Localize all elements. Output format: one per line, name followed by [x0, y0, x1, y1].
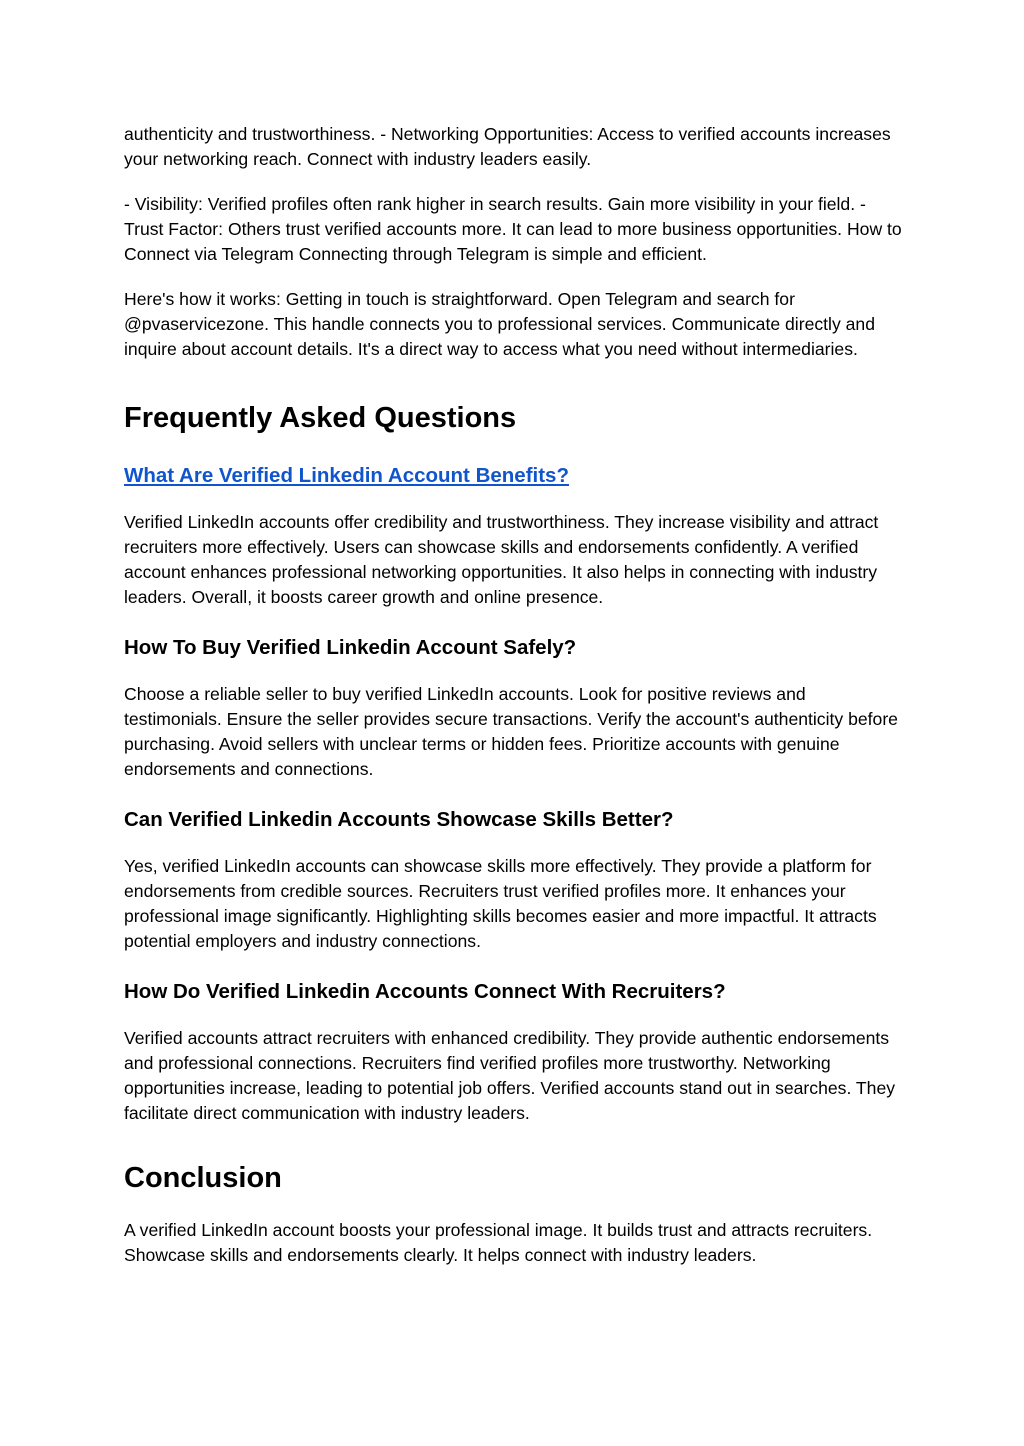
- conclusion-paragraph: A verified LinkedIn account boosts your professional image. It builds trust and attracts recruiters. Showcase skills and endorsements clearly. It helps connect with industry leaders.: [124, 1220, 873, 1265]
- intro-paragraph-1: authenticity and trustworthiness. - Networking Opportunities: Access to verified accounts increases your networking reach. Connect with industry leaders easily.: [124, 124, 891, 169]
- faq-item: [124, 634, 904, 782]
- document-page: [124, 122, 904, 1268]
- faq-answer-1: Verified LinkedIn accounts offer credibility and trustworthiness. They increase visibility and attract recruiters more effectively. Users can showcase skills and endorsements confidently. A verified account enhances professional networking opportunities. It also helps in connecting with industry leaders. Overall, it boosts career growth and online presence.: [124, 512, 879, 607]
- intro-paragraph-3: Here's how it works: Getting in touch is straightforward. Open Telegram and search for @pvaservicezone. This handle connects you to professional services. Communicate directly and inquire about account details. It's a direct way to access what you need without intermediaries.: [124, 289, 875, 359]
- faq-item: [124, 978, 904, 1126]
- faq-question-2: How To Buy Verified Linkedin Account Safely?: [124, 636, 577, 659]
- conclusion-heading: Conclusion: [124, 1162, 282, 1194]
- faq-list: [124, 462, 904, 1126]
- faq-answer-3: Yes, verified LinkedIn accounts can showcase skills more effectively. They provide a platform for endorsements from credible sources. Recruiters trust verified profiles more. It enhances your professional image significantly. Highlighting skills becomes easier and more impactful. It attracts potential employers and industry connections.: [124, 856, 877, 951]
- faq-item: [124, 462, 904, 610]
- faq-answer-4: Verified accounts attract recruiters with enhanced credibility. They provide authentic endorsements and professional connections. Recruiters find verified profiles more trustworthy. Networking opportunities increase, leading to potential job offers. Verified accounts stand out in searches. They facilitate direct communication with industry leaders.: [124, 1028, 896, 1123]
- faq-answer-2: Choose a reliable seller to buy verified LinkedIn accounts. Look for positive reviews and testimonials. Ensure the seller provides secure transactions. Verify the account's authenticity before purchasing. Avoid sellers with unclear terms or hidden fees. Prioritize accounts with genuine endorsements and connections.: [124, 684, 898, 779]
- faq-question-link[interactable]: What Are Verified Linkedin Account Benefits?: [124, 464, 569, 487]
- faq-item: [124, 806, 904, 954]
- faq-question-3: Can Verified Linkedin Accounts Showcase Skills Better?: [124, 808, 674, 831]
- faq-question-1: [124, 462, 904, 490]
- intro-paragraph-2: - Visibility: Verified profiles often rank higher in search results. Gain more visibility in your field. - Trust Factor: Others trust verified accounts more. It can lead to more business opportunities. How to Connect via Telegram Connecting through Telegram is simple and efficient.: [124, 194, 902, 264]
- faq-heading: Frequently Asked Questions: [124, 402, 517, 434]
- faq-question-4: How Do Verified Linkedin Accounts Connect With Recruiters?: [124, 980, 726, 1003]
